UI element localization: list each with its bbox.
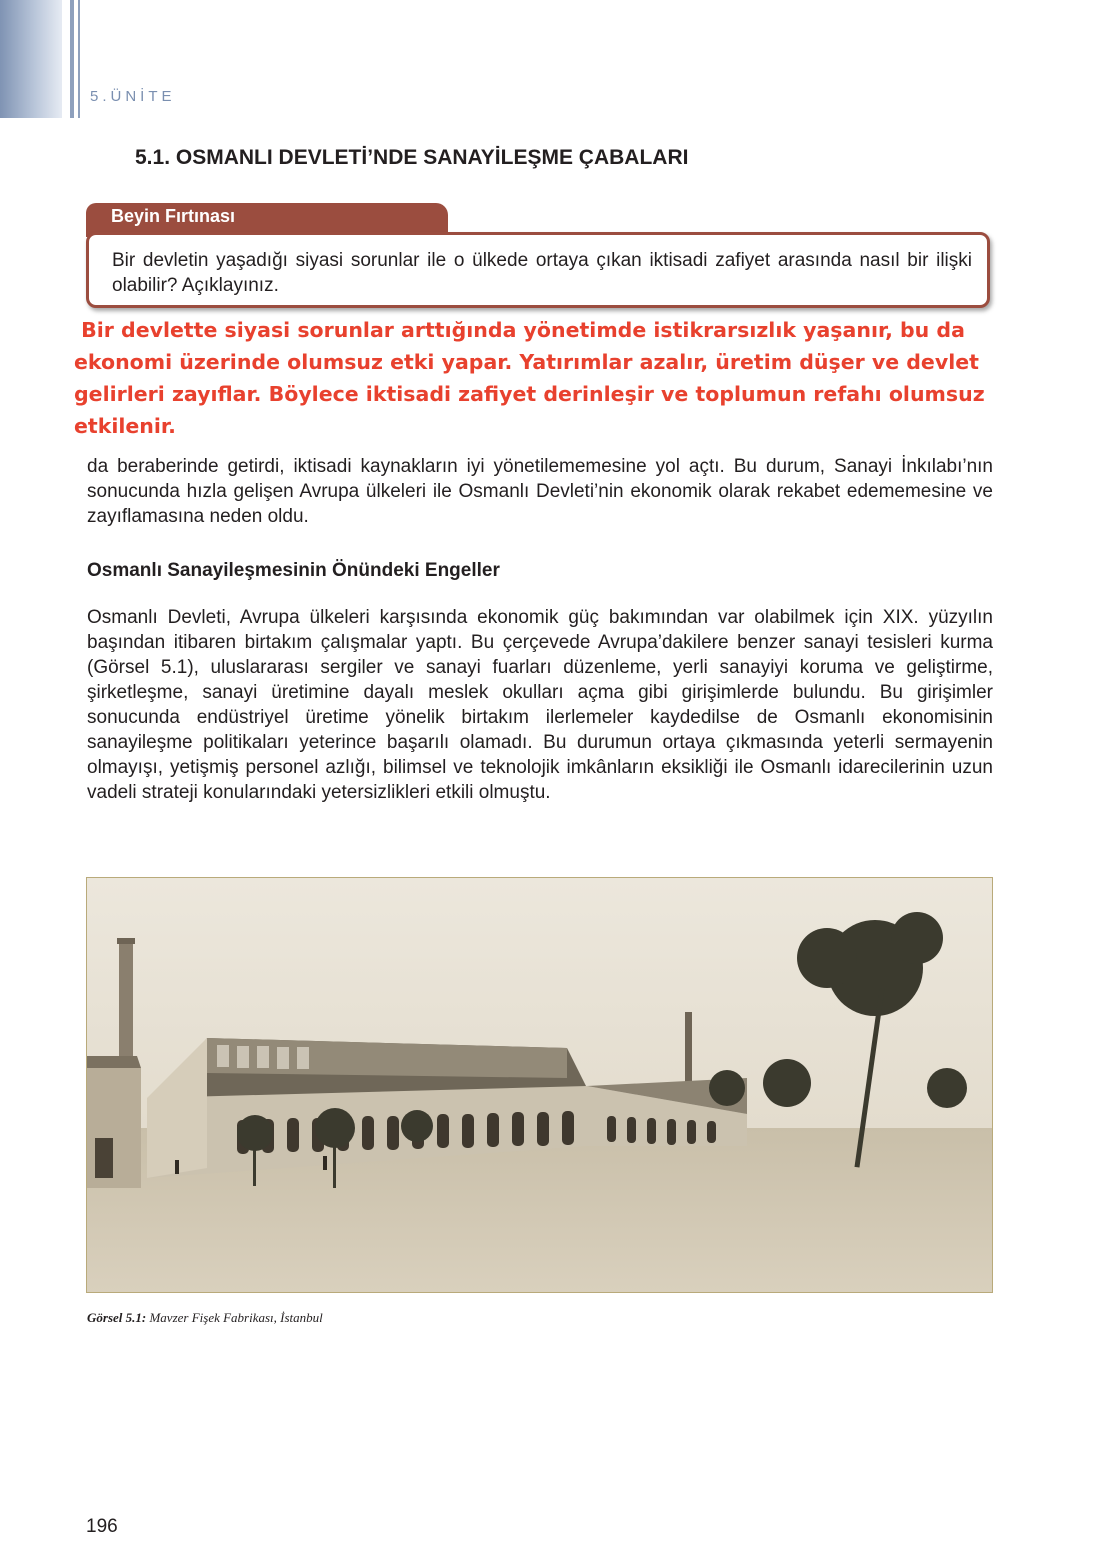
- answer-line: etkilenir.: [74, 414, 176, 438]
- header-divider-thick: [70, 0, 74, 118]
- answer-line: gelirleri zayıflar. Böylece iktisadi zafiyet derinleşir ve toplumun refahı olumsuz: [74, 382, 985, 406]
- answer-line: Bir devlette siyasi sorunlar arttığında yönetimde istikrarsızlık yaşanır, bu da: [74, 318, 965, 342]
- corner-decoration: [0, 0, 62, 118]
- answer-line: ekonomi üzerinde olumsuz etki yapar. Yatırımlar azalır, üretim düşer ve devlet: [74, 350, 979, 374]
- figure-caption-text: Mavzer Fişek Fabrikası, İstanbul: [149, 1310, 323, 1325]
- unit-label: 5.ÜNİTE: [90, 88, 176, 105]
- page-number: 196: [86, 1516, 118, 1537]
- section-title: 5.1. OSMANLI DEVLETİ’NDE SANAYİLEŞME ÇABALARI: [135, 146, 689, 169]
- subheading: Osmanlı Sanayileşmesinin Önündeki Engeller: [87, 560, 500, 581]
- paragraph-obstacles: Osmanlı Devleti, Avrupa ülkeleri karşısında ekonomik güç bakımından var olabilmek için XIX. yüzyılın başından itibaren birtakım çalışmalar yaptı. Bu çerçevede Avrupa’dakilere benzer sanayi tesisleri kurma (Görsel 5.1), uluslararası sergiler ve sanayi fuarları düzenleme, yerli sanayiyi koruma ve geliştirme, şirketleşme, sanayi üretimine dayalı meslek okulları açma gibi girişimlerde bulundu. Bu girişimler sonucunda endüstriyel üretime yönelik birtakım ilerlemeler kaydedilse de Osmanlı ekonomisinin sanayileşme politikaları yeterince başarılı olamadı. Bu durumun ortaya çıkmasında yeterli sermayenin olmayışı, yetişmiş personel azlığı, bilimsel ve teknolojik imkânların eksikliği ile Osmanlı idarecilerinin uzun vadeli strateji konularındaki yetersizlikleri etkili olmuştu.: [87, 607, 993, 803]
- handwritten-answer: [74, 314, 994, 442]
- paragraph-intro: da beraberinde getirdi, iktisadi kaynakların iyi yönetilememesine yol açtı. Bu durum, Sanayi İnkılabı’nın sonucunda hızla gelişen Avrupa ülkeleri ile Osmanlı Devleti’nin ekonomik olarak rekabet edememesine ve zayıflamasına neden oldu.: [87, 456, 993, 527]
- brainstorm-question: Bir devletin yaşadığı siyasi sorunlar ile o ülkede ortaya çıkan iktisadi zafiyet arasında nasıl bir ilişki olabilir? Açıklayınız.: [112, 250, 972, 296]
- header-divider-thin: [78, 0, 80, 118]
- factory-photo: [86, 877, 993, 1293]
- brainstorm-tab-label: Beyin Fırtınası: [111, 206, 236, 226]
- figure-caption: [87, 1310, 323, 1326]
- figure-caption-label: Görsel 5.1:: [87, 1310, 147, 1325]
